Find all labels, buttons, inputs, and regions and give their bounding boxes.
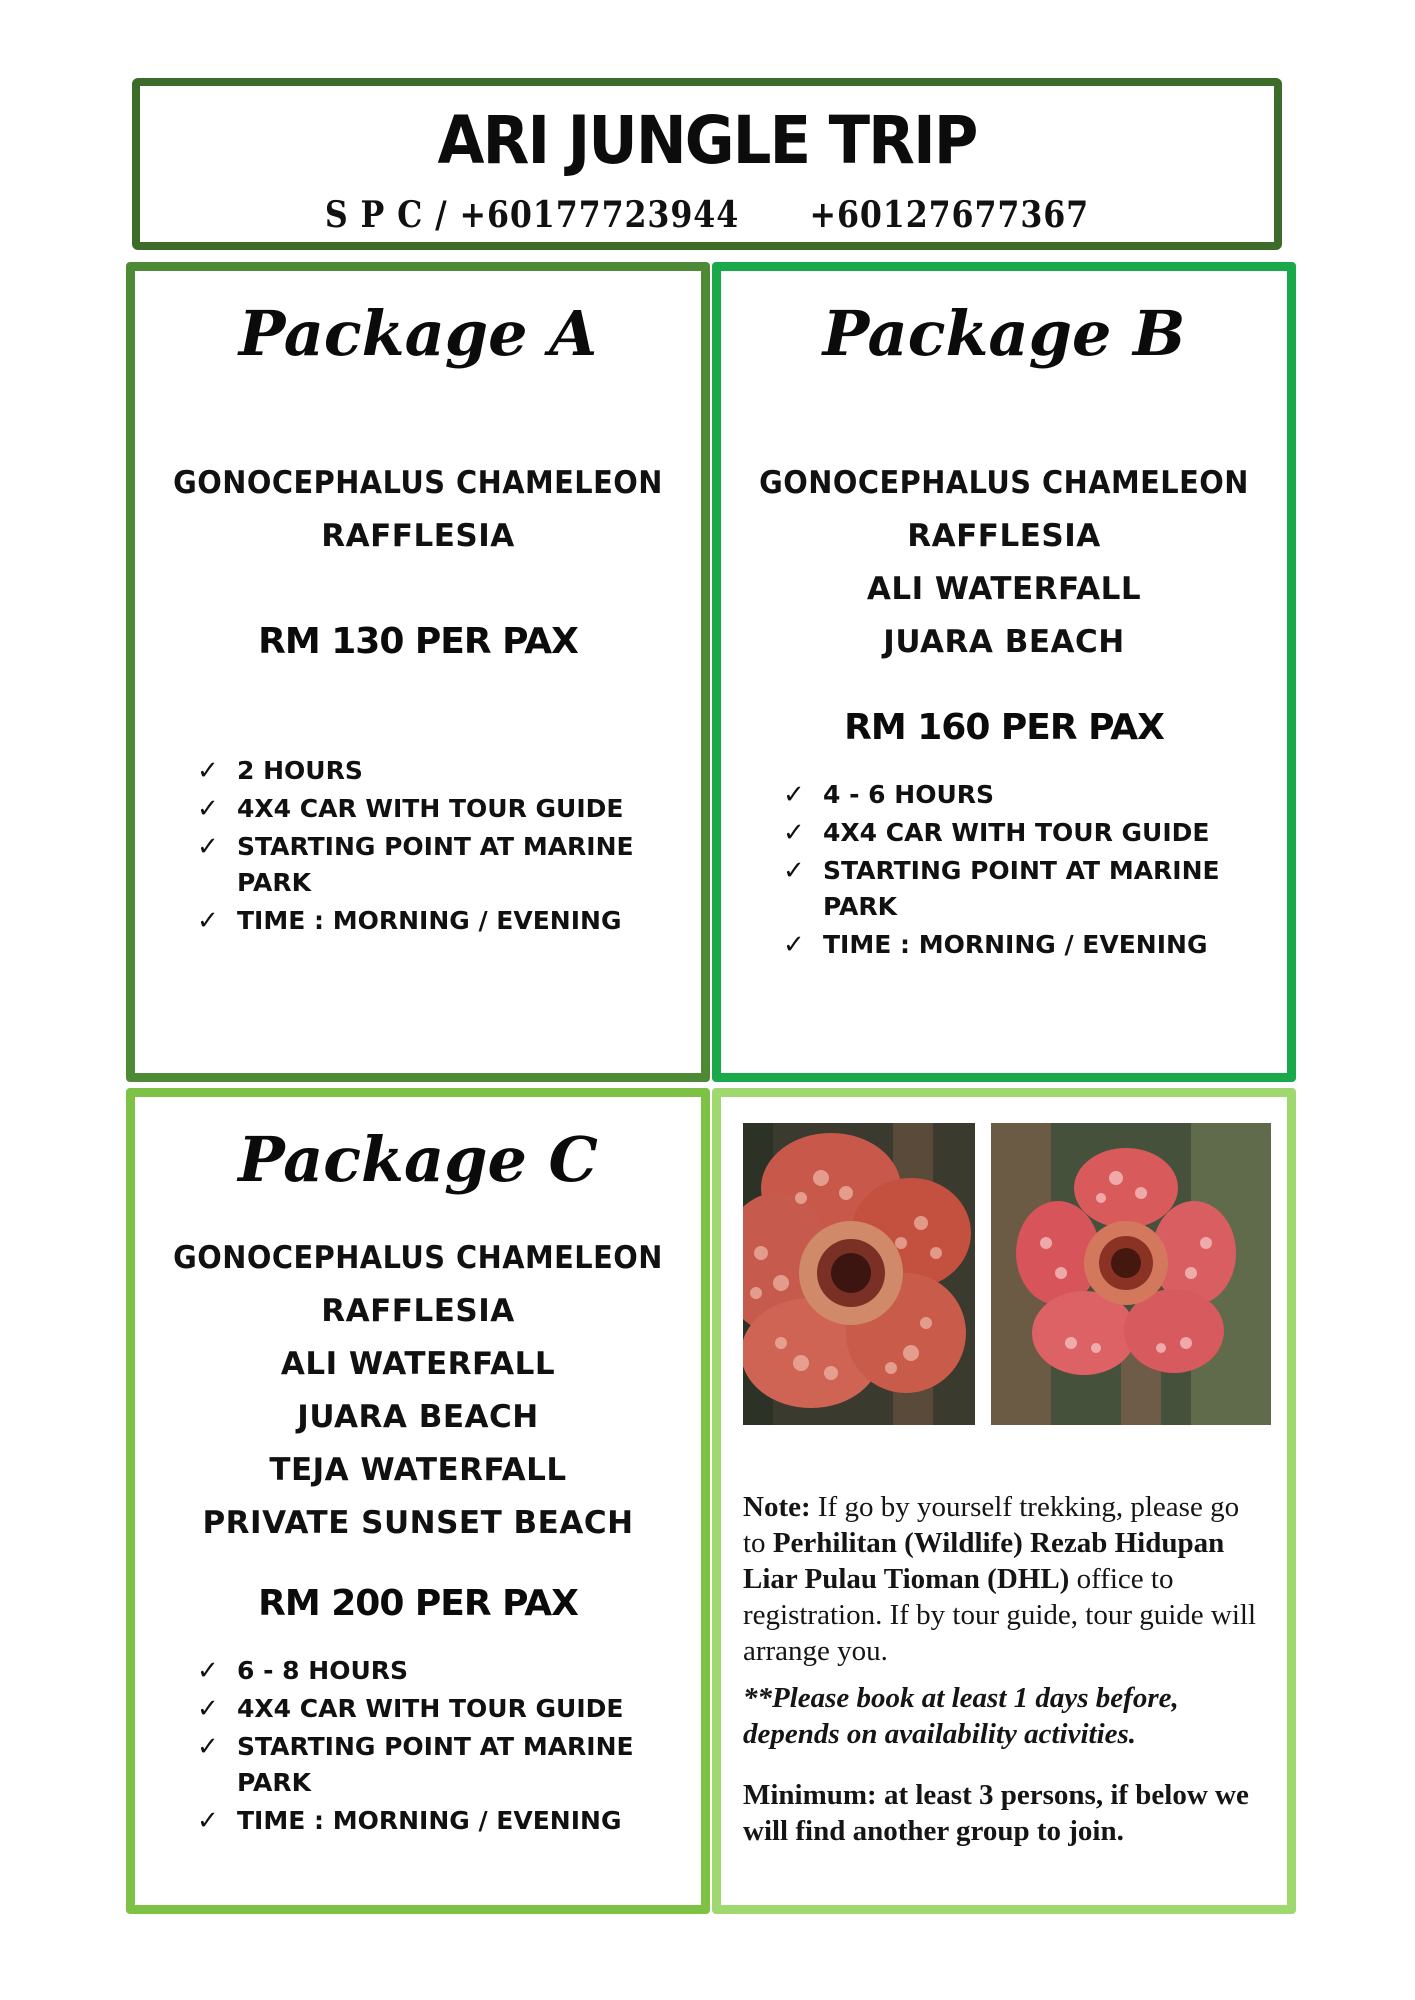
package-a-card <box>126 262 710 1082</box>
check-icon: ✓ <box>783 780 805 810</box>
place-item: RAFFLESIA <box>907 518 1101 554</box>
minimum-note: Minimum: at least 3 persons, if below we will find another group to join. <box>743 1779 1249 1847</box>
place-item: ALI WATERFALL <box>280 1346 556 1382</box>
feature-item: ✓ 2 HOURS <box>197 753 681 789</box>
place-item: ALI WATERFALL <box>866 571 1142 607</box>
feature-item: ✓ TIME : MORNING / EVENING <box>783 927 1267 963</box>
features-list <box>197 753 681 941</box>
check-icon: ✓ <box>197 1694 219 1724</box>
booking-note: **Please book at least 1 days before, depends on availability activities. <box>743 1682 1179 1750</box>
contact-prefix: S P C / <box>324 194 448 236</box>
phone-1: +60177723944 <box>459 194 740 236</box>
place-item: RAFFLESIA <box>321 518 515 554</box>
check-icon: ✓ <box>197 1656 219 1686</box>
places-list <box>135 1232 701 1550</box>
check-icon: ✓ <box>197 1732 219 1762</box>
info-card <box>712 1088 1296 1914</box>
features-list <box>197 1653 681 1841</box>
check-icon: ✓ <box>783 856 805 886</box>
place-item: PRIVATE SUNSET BEACH <box>202 1505 634 1541</box>
rafflesia-photo-2 <box>991 1123 1271 1425</box>
page-title: ARI JUNGLE TRIP <box>437 102 977 179</box>
trekking-note <box>743 1489 1267 1669</box>
package-title: Package A <box>238 297 598 370</box>
feature-item: ✓ 4X4 CAR WITH TOUR GUIDE <box>783 815 1267 851</box>
check-icon: ✓ <box>197 756 219 786</box>
check-icon: ✓ <box>197 1806 219 1836</box>
place-item: JUARA BEACH <box>883 624 1125 660</box>
package-title: Package B <box>822 297 1186 370</box>
feature-item: ✓ 4 - 6 HOURS <box>783 777 1267 813</box>
package-b-card <box>712 262 1296 1082</box>
feature-item: ✓ TIME : MORNING / EVENING <box>197 1803 681 1839</box>
check-icon: ✓ <box>783 818 805 848</box>
feature-item: ✓ 6 - 8 HOURS <box>197 1653 681 1689</box>
check-icon: ✓ <box>783 930 805 960</box>
place-item: GONOCEPHALUS CHAMELEON <box>759 465 1249 501</box>
note-label: Note: <box>743 1491 811 1523</box>
places-list <box>135 457 701 563</box>
places-list <box>721 457 1287 669</box>
check-icon: ✓ <box>197 832 219 862</box>
place-item: GONOCEPHALUS CHAMELEON <box>173 465 663 501</box>
check-icon: ✓ <box>197 794 219 824</box>
contact-line <box>208 194 1206 236</box>
package-c-card <box>126 1088 710 1914</box>
feature-item: ✓ 4X4 CAR WITH TOUR GUIDE <box>197 791 681 827</box>
feature-item: ✓ STARTING POINT AT MARINE PARK <box>783 853 1267 925</box>
package-price: RM 160 PER PAX <box>844 707 1164 748</box>
note-text-2: office to registration. If by tour guide, tour guide will arrange you. <box>743 1563 1257 1667</box>
note-text-1: If go by yourself trekking, please go to <box>743 1491 1240 1559</box>
check-icon: ✓ <box>197 906 219 936</box>
rafflesia-photo-1 <box>743 1123 975 1425</box>
package-price: RM 200 PER PAX <box>258 1583 578 1624</box>
phone-2: +60127677367 <box>809 194 1090 236</box>
feature-item: ✓ 4X4 CAR WITH TOUR GUIDE <box>197 1691 681 1727</box>
place-item: TEJA WATERFALL <box>269 1452 567 1488</box>
package-price: RM 130 PER PAX <box>258 621 578 662</box>
feature-item: ✓ STARTING POINT AT MARINE PARK <box>197 829 681 901</box>
note-office: Perhilitan (Wildlife) Rezab Hidupan Liar Pulau Tioman (DHL) <box>743 1527 1225 1595</box>
place-item: JUARA BEACH <box>297 1399 539 1435</box>
features-list <box>783 777 1267 965</box>
place-item: RAFFLESIA <box>321 1293 515 1329</box>
package-title: Package C <box>238 1123 598 1196</box>
feature-item: ✓ TIME : MORNING / EVENING <box>197 903 681 939</box>
place-item: GONOCEPHALUS CHAMELEON <box>173 1240 663 1276</box>
header-banner <box>132 78 1282 250</box>
feature-item: ✓ STARTING POINT AT MARINE PARK <box>197 1729 681 1801</box>
